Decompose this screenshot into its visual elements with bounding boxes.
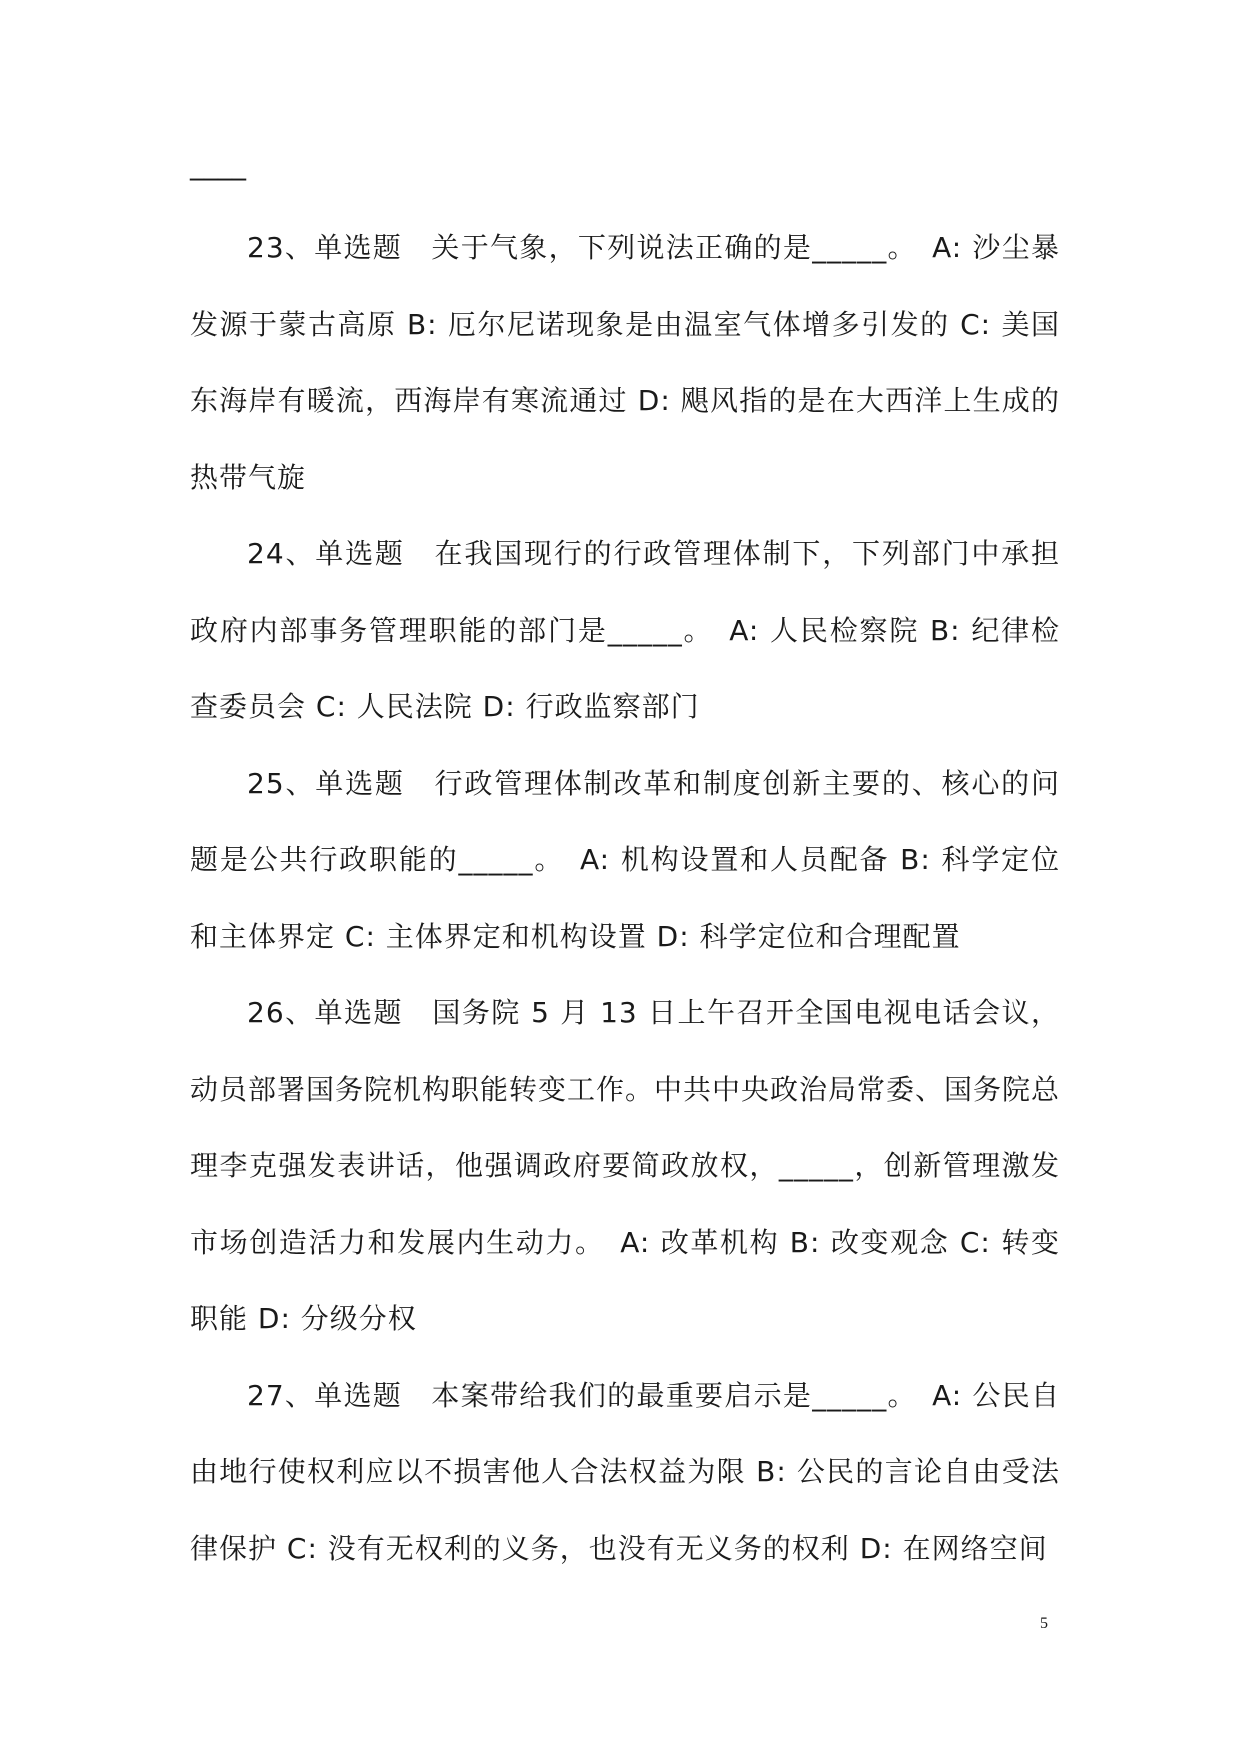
question-23: 23、单选题 关于气象，下列说法正确的是_____。 A: 沙尘暴发源于蒙古高原 B: 厄尔尼诺现象是由温室气体增多引发的 C: 美国东海岸有暖流，西海岸有寒流通过 D: 飓风指的是在大西洋上生成的热带气旋	[190, 231, 1060, 494]
question-24: 24、单选题 在我国现行的行政管理体制下，下列部门中承担政府内部事务管理职能的部门是_____。 A: 人民检察院 B: 纪律检查委员会 C: 人民法院 D: 行政监察部门	[190, 537, 1060, 723]
question-25: 25、单选题 行政管理体制改革和制度创新主要的、核心的问题是公共行政职能的_____。 A: 机构设置和人员配备 B: 科学定位和主体界定 C: 主体界定和机构设置 D: 科学定位和合理配置	[190, 766, 1060, 953]
question-list	[190, 210, 1060, 1587]
page-number: 5	[1040, 1615, 1048, 1632]
leading-blank-line: ____	[190, 148, 246, 181]
question-26: 26、单选题 国务院 5 月 13 日上午召开全国电视电话会议，动员部署国务院机构职能转变工作。中共中央政治局常委、国务院总理李克强发表讲话，他强调政府要简政放权，_____，创新管理激发市场创造活力和发展内生动力。 A: 改革机构 B: 改变观念 C: 转变职能 D: 分级分权	[190, 996, 1061, 1335]
question-27: 27、单选题 本案带给我们的最重要启示是_____。 A: 公民自由地行使权利应以不损害他人合法权益为限 B: 公民的言论自由受法律保护 C: 没有无权利的义务，也没有无义务的权利 D: 在网络空间	[190, 1378, 1060, 1565]
